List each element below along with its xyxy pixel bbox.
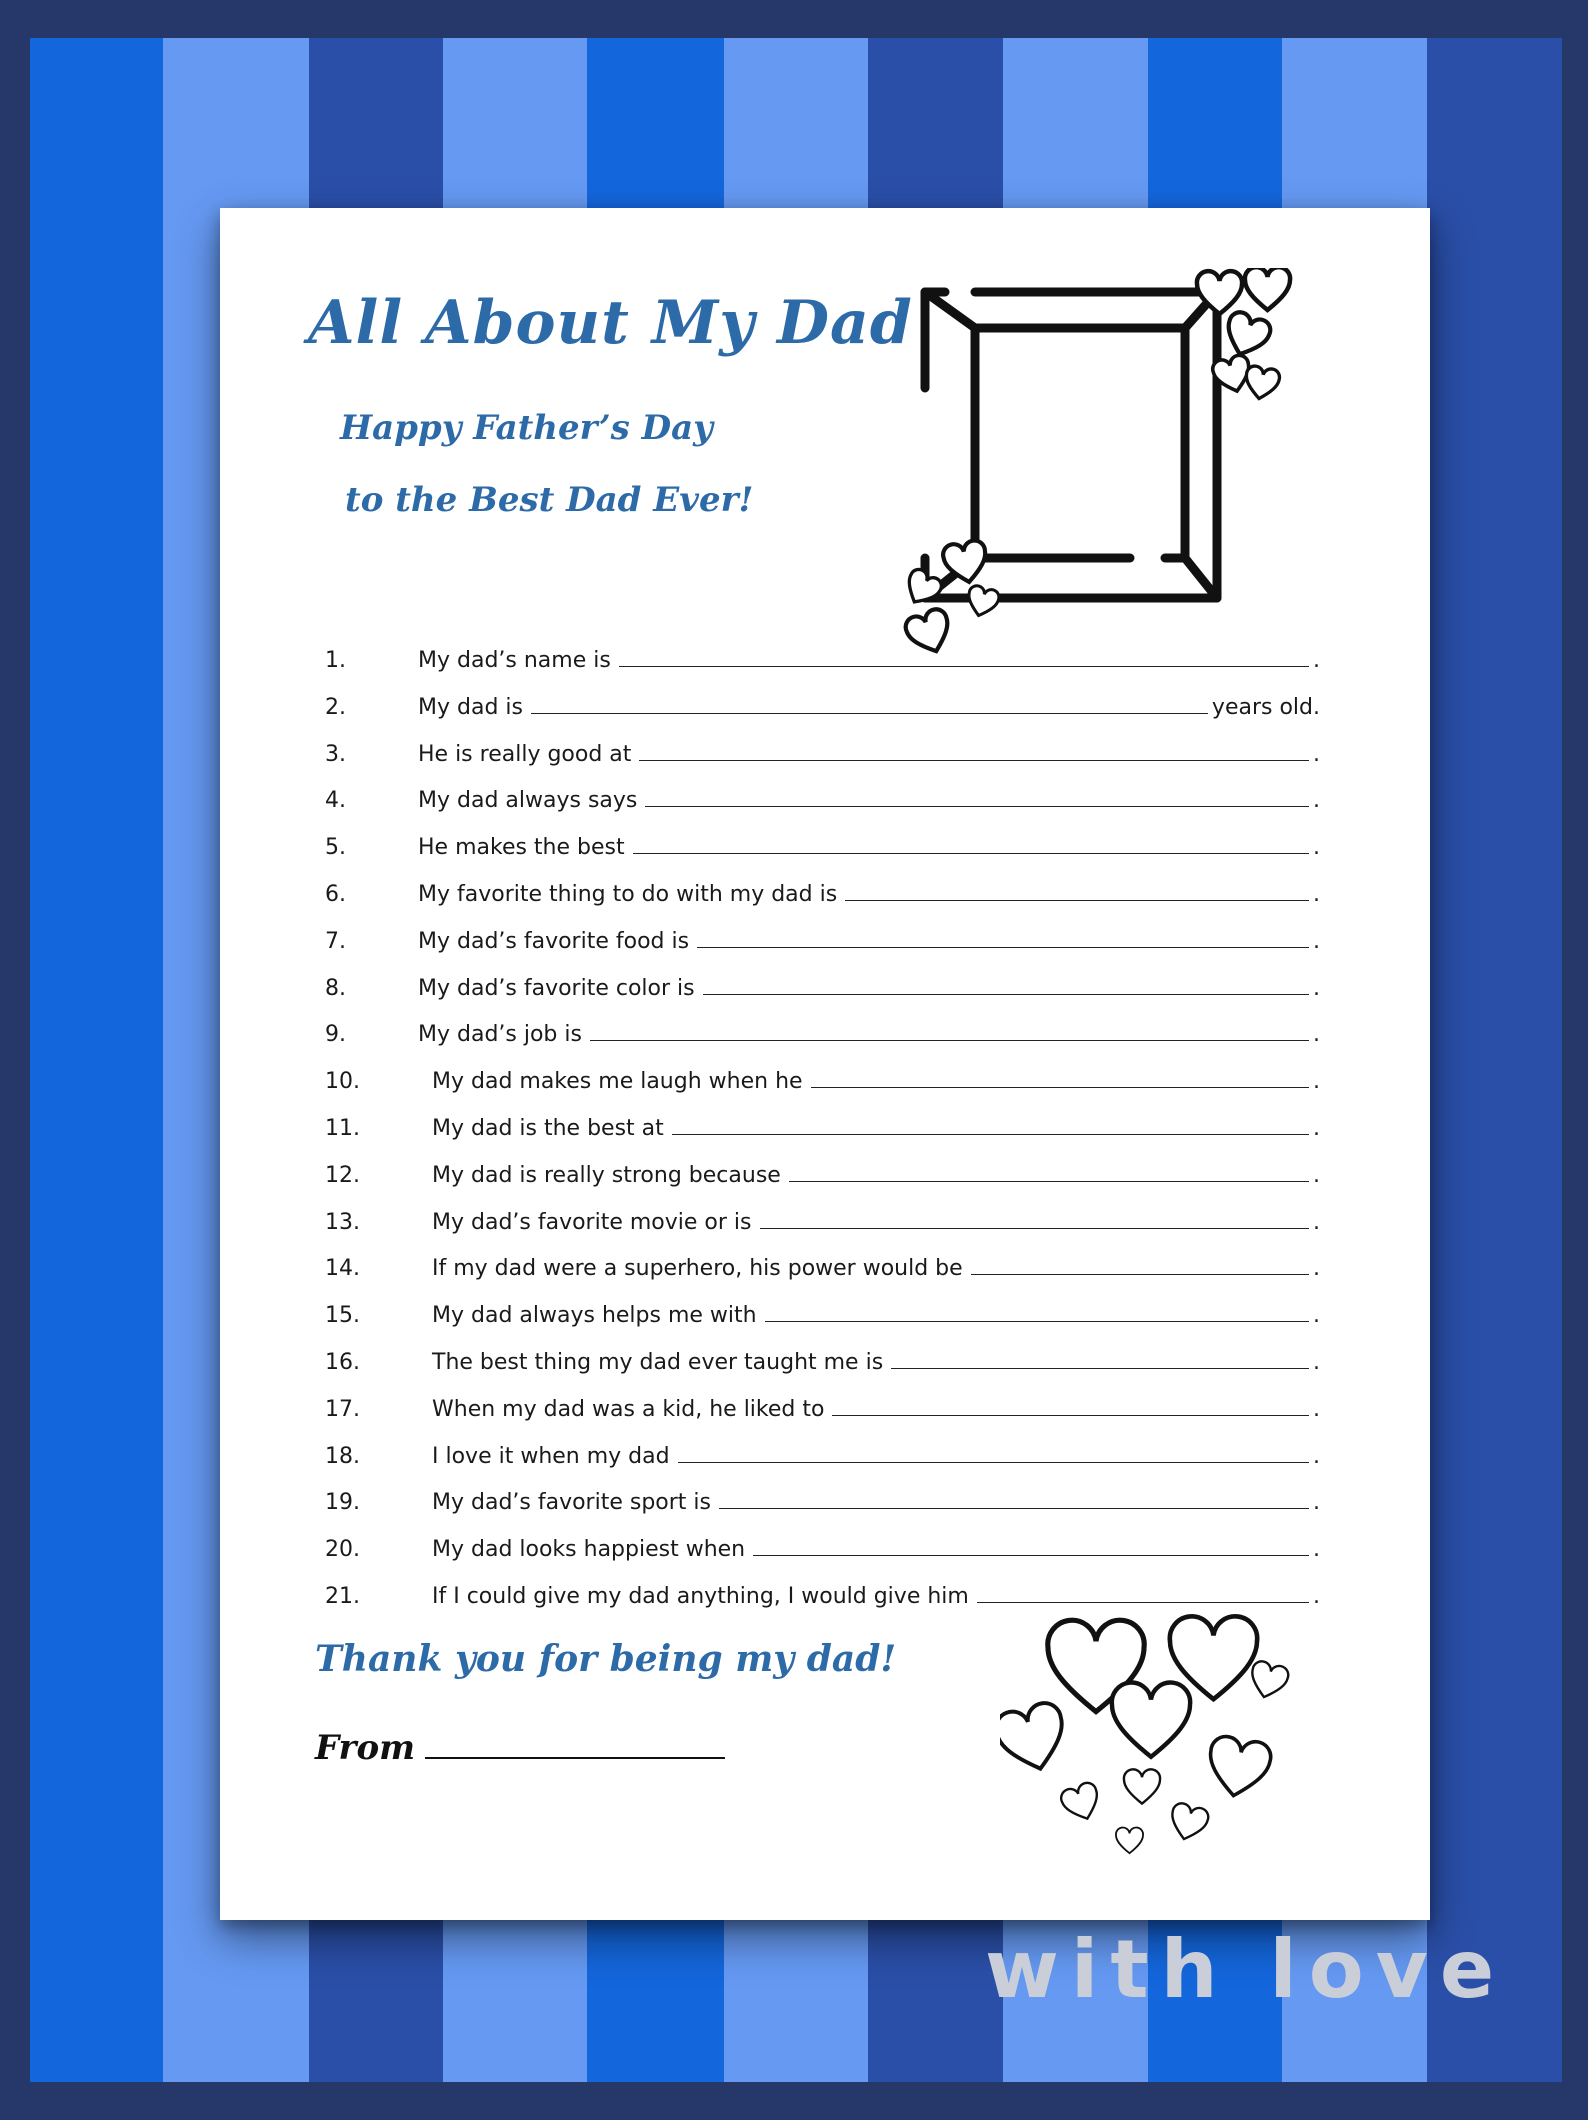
question-suffix: . (1313, 1069, 1320, 1095)
question-text: The best thing my dad ever taught me is (432, 1350, 884, 1375)
question-number: 20. (325, 1537, 360, 1563)
answer-blank[interactable] (719, 1490, 1309, 1509)
question-item (432, 1350, 1320, 1375)
question-item (432, 1584, 1320, 1609)
from-line (315, 1728, 725, 1768)
question-number: 4. (325, 788, 346, 814)
question-text: If my dad were a superhero, his power would be (432, 1256, 963, 1282)
question-text: My dad looks happiest when (432, 1537, 746, 1563)
question-text: My dad always says (418, 788, 638, 814)
question-number: 12. (325, 1162, 360, 1188)
question-number: 19. (325, 1490, 360, 1516)
answer-blank[interactable] (971, 1256, 1309, 1275)
question-item (432, 1490, 1320, 1515)
question-number: 10. (325, 1069, 360, 1095)
question-text: My dad is really strong because (432, 1162, 781, 1188)
question-number: 2. (325, 694, 346, 720)
answer-blank[interactable] (619, 648, 1309, 667)
question-row (220, 882, 1430, 914)
from-label: From (315, 1728, 416, 1768)
answer-blank[interactable] (678, 1444, 1309, 1463)
question-number: 18. (325, 1443, 360, 1469)
question-number: 16. (325, 1350, 360, 1375)
hearts-cluster (1000, 1608, 1330, 1868)
heart-icon (1000, 1699, 1072, 1777)
question-row (220, 929, 1430, 961)
question-text: He is really good at (418, 741, 632, 767)
heart-icon (1116, 1827, 1143, 1853)
question-item (432, 1537, 1320, 1562)
thank-you-message: Thank you for being my dad! (315, 1638, 897, 1680)
watermark-text: with love (985, 1923, 1507, 2016)
question-suffix: . (1313, 741, 1320, 767)
heart-icon (1059, 1780, 1105, 1825)
question-number: 3. (325, 741, 346, 767)
heart-icon (1124, 1769, 1160, 1803)
question-item (418, 976, 1320, 1001)
answer-blank[interactable] (633, 835, 1309, 854)
question-item (432, 1069, 1320, 1094)
question-text: If I could give my dad anything, I would give him (432, 1584, 969, 1609)
question-item (432, 1210, 1320, 1235)
question-suffix: . (1313, 1209, 1320, 1235)
question-number: 6. (325, 882, 346, 907)
question-text: I love it when my dad (432, 1443, 670, 1469)
page-title: All About My Dad (308, 288, 913, 358)
question-item (418, 835, 1320, 860)
striped-background (30, 38, 1562, 2082)
answer-blank[interactable] (832, 1397, 1309, 1416)
question-item (432, 1116, 1320, 1141)
question-number: 11. (325, 1116, 360, 1141)
question-text: He makes the best (418, 835, 625, 861)
answer-blank[interactable] (590, 1022, 1309, 1041)
question-suffix: . (1313, 1116, 1320, 1141)
question-row (220, 1397, 1430, 1429)
question-row (220, 1256, 1430, 1288)
answer-blank[interactable] (639, 742, 1309, 761)
question-row (220, 1444, 1430, 1476)
question-text: My dad’s favorite sport is (432, 1490, 711, 1516)
question-suffix: . (1313, 788, 1320, 814)
question-text: My dad is the best at (432, 1116, 664, 1141)
question-item (418, 648, 1320, 673)
question-text: My dad’s favorite movie or is (432, 1209, 752, 1235)
from-blank[interactable] (425, 1729, 725, 1759)
answer-blank[interactable] (977, 1584, 1309, 1603)
question-item (418, 1022, 1320, 1047)
question-suffix: . (1313, 928, 1320, 954)
question-row (220, 742, 1430, 774)
subtitle-line-1: Happy Father’s Day (340, 408, 713, 448)
answer-blank[interactable] (765, 1303, 1309, 1322)
question-number: 5. (325, 835, 346, 861)
question-number: 13. (325, 1209, 360, 1235)
answer-blank[interactable] (891, 1350, 1309, 1369)
answer-blank[interactable] (789, 1163, 1309, 1182)
question-suffix: . (1313, 882, 1320, 907)
question-text: My dad’s job is (418, 1022, 582, 1048)
question-suffix: . (1313, 975, 1320, 1001)
heart-icon (1204, 1734, 1273, 1801)
question-row (220, 695, 1430, 727)
answer-blank[interactable] (760, 1210, 1310, 1229)
question-suffix: . (1313, 1022, 1320, 1048)
answer-blank[interactable] (697, 929, 1309, 948)
question-text: My dad makes me laugh when he (432, 1069, 803, 1095)
question-text: My dad’s name is (418, 648, 611, 673)
question-item (418, 742, 1320, 767)
question-suffix: . (1313, 835, 1320, 861)
question-item (418, 929, 1320, 954)
question-item (432, 1256, 1320, 1281)
question-number: 15. (325, 1303, 360, 1329)
question-item (432, 1444, 1320, 1469)
question-text: When my dad was a kid, he liked to (432, 1396, 825, 1422)
question-suffix: . (1313, 1537, 1320, 1563)
question-number: 7. (325, 928, 346, 954)
question-text: My dad’s favorite color is (418, 975, 695, 1001)
question-suffix: . (1313, 1490, 1320, 1516)
question-row (220, 648, 1430, 680)
answer-blank[interactable] (645, 788, 1309, 807)
question-row (220, 1163, 1430, 1195)
question-row (220, 1116, 1430, 1148)
subtitle-line-2: to the Best Dad Ever! (345, 480, 754, 520)
question-suffix: . (1313, 1256, 1320, 1282)
heart-icon (1112, 1683, 1190, 1757)
picture-frame-icon (885, 268, 1325, 668)
question-suffix: . (1313, 1396, 1320, 1422)
question-number: 21. (325, 1584, 360, 1609)
question-suffix: . (1313, 648, 1320, 673)
question-number: 17. (325, 1396, 360, 1422)
question-row (220, 1490, 1430, 1522)
question-suffix: . (1313, 1303, 1320, 1329)
answer-blank[interactable] (703, 976, 1309, 995)
answer-blank[interactable] (672, 1116, 1309, 1135)
question-text: My favorite thing to do with my dad is (418, 882, 838, 907)
question-number: 14. (325, 1256, 360, 1282)
question-item (432, 1303, 1320, 1328)
question-row (220, 1537, 1430, 1569)
question-item (432, 1163, 1320, 1188)
question-row (220, 1210, 1430, 1242)
question-row (220, 1350, 1430, 1382)
answer-blank[interactable] (845, 882, 1309, 901)
question-suffix: years old. (1211, 694, 1320, 720)
question-suffix: . (1313, 1162, 1320, 1188)
question-suffix: . (1313, 1443, 1320, 1469)
question-suffix: . (1313, 1350, 1320, 1375)
question-item (432, 1397, 1320, 1422)
question-row (220, 1303, 1430, 1335)
question-number: 9. (325, 1022, 346, 1048)
question-item (418, 695, 1320, 720)
question-row (220, 835, 1430, 867)
question-row (220, 1022, 1430, 1054)
heart-icon (1166, 1801, 1210, 1843)
answer-blank[interactable] (753, 1537, 1309, 1556)
question-row (220, 976, 1430, 1008)
question-number: 1. (325, 648, 346, 673)
question-text: My dad is (418, 694, 523, 720)
answer-blank[interactable] (531, 695, 1208, 714)
question-text: My dad’s favorite food is (418, 928, 690, 954)
question-row (220, 788, 1430, 820)
question-row (220, 1069, 1430, 1101)
question-number: 8. (325, 975, 346, 1001)
question-suffix: . (1313, 1584, 1320, 1609)
question-text: My dad always helps me with (432, 1303, 757, 1329)
answer-blank[interactable] (811, 1069, 1309, 1088)
worksheet-page (220, 208, 1430, 1920)
question-item (418, 788, 1320, 813)
question-item (418, 882, 1320, 907)
heart-icon (1246, 1659, 1290, 1701)
